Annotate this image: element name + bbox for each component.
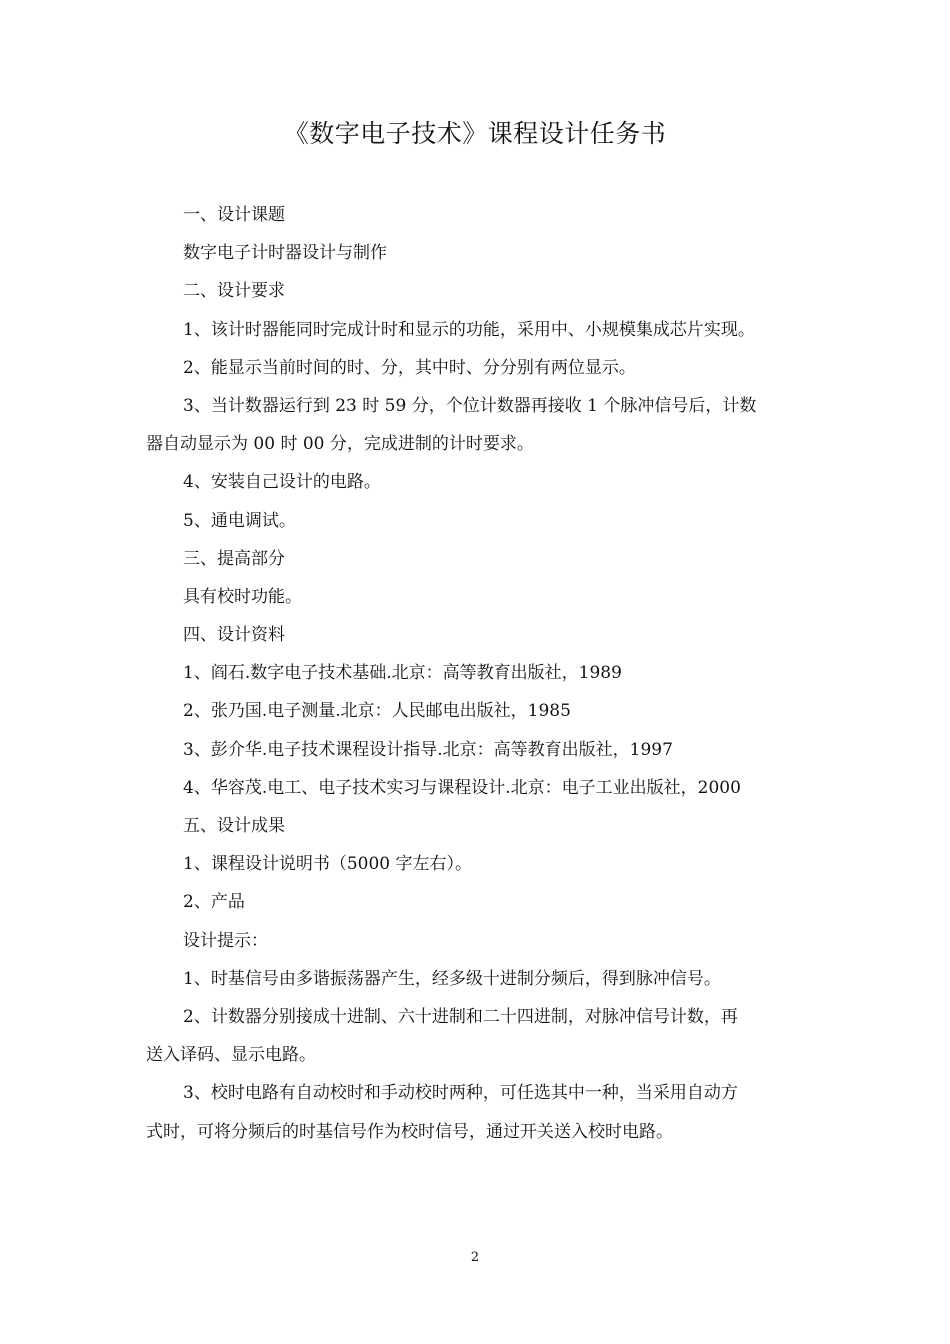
requirement-4: 4、安装自己设计的电路。 <box>183 472 381 493</box>
hint-3-continued: 式时，可将分频后的时基信号作为校时信号，通过开关送入校时电路。 <box>146 1121 673 1142</box>
document-title: 《数字电子技术》课程设计任务书 <box>283 119 667 148</box>
advanced-text: 具有校时功能。 <box>183 586 302 607</box>
hint-2-continued: 送入译码、显示电路。 <box>146 1045 316 1066</box>
section-heading-references: 四、设计资料 <box>183 625 285 646</box>
requirement-3-continued: 器自动显示为 00 时 00 分，完成进制的计时要求。 <box>146 434 534 455</box>
section-heading-advanced: 三、提高部分 <box>183 548 285 569</box>
requirement-2: 2、能显示当前时间的时、分，其中时、分分别有两位显示。 <box>183 357 636 378</box>
design-hints-heading: 设计提示： <box>183 930 268 951</box>
page-number: 2 <box>470 1250 480 1265</box>
deliverable-1: 1、课程设计说明书（5000 字左右）。 <box>183 854 472 875</box>
requirement-5: 5、通电调试。 <box>183 510 296 531</box>
document-body <box>146 196 814 1151</box>
hint-2: 2、计数器分别接成十进制、六十进制和二十四进制，对脉冲信号计数，再 <box>183 1006 738 1027</box>
reference-2: 2、张乃国.电子测量.北京：人民邮电出版社，1985 <box>183 701 571 722</box>
section-heading-topic: 一、设计课题 <box>183 205 285 225</box>
deliverable-2: 2、产品 <box>183 892 245 913</box>
hint-1: 1、时基信号由多谐振荡器产生，经多级十进制分频后，得到脉冲信号。 <box>183 968 721 989</box>
requirement-3: 3、当计数器运行到 23 时 59 分，个位计数器再接收 1 个脉冲信号后，计数 <box>183 395 757 416</box>
requirement-1: 1、该计时器能同时完成计时和显示的功能，采用中、小规模集成芯片实现。 <box>183 319 755 340</box>
section-heading-requirements: 二、设计要求 <box>183 281 285 302</box>
reference-3: 3、彭介华.电子技术课程设计指导.北京：高等教育出版社，1997 <box>183 739 673 760</box>
reference-1: 1、阎石.数字电子技术基础.北京：高等教育出版社，1989 <box>183 663 622 684</box>
section-heading-deliverables: 五、设计成果 <box>183 816 285 836</box>
topic-text: 数字电子计时器设计与制作 <box>183 243 387 264</box>
hint-3: 3、校时电路有自动校时和手动校时两种，可任选其中一种，当采用自动方 <box>183 1083 738 1104</box>
reference-4: 4、华容茂.电工、电子技术实习与课程设计.北京：电子工业出版社，2000 <box>183 777 741 798</box>
